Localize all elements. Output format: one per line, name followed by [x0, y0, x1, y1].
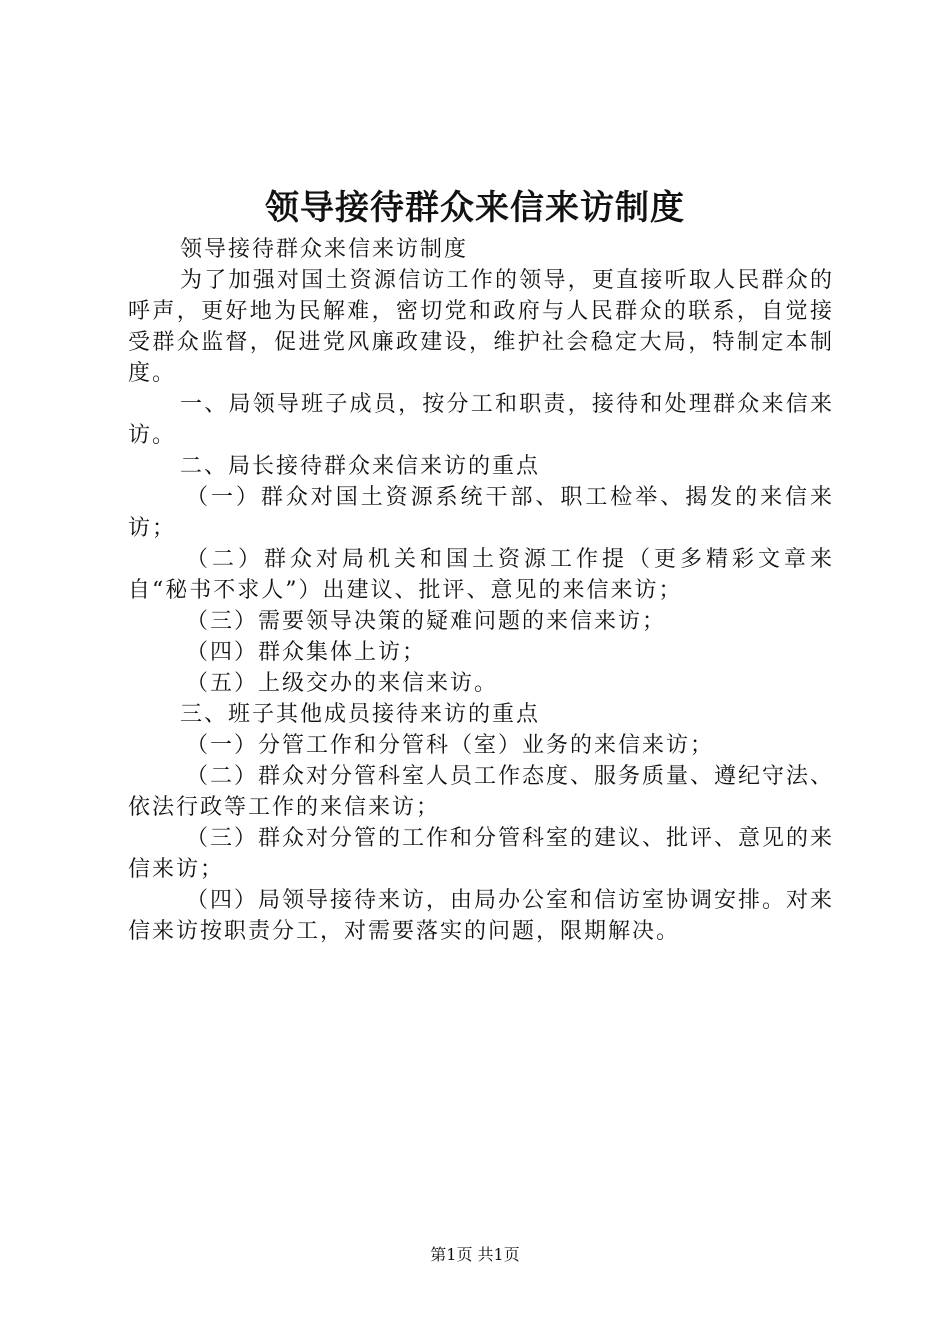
paragraph-section-2-item-2: （二）群众对局机关和国土资源工作提（更多精彩文章来自“秘书不求人”）出建议、批评、意见的来信来访；	[128, 547, 834, 603]
paragraph-section-3-item-1: （一）分管工作和分管科（室）业务的来信来访；	[186, 733, 715, 758]
paragraph-section-3-heading: 三、班子其他成员接待来访的重点	[180, 702, 541, 727]
paragraph-intro: 为了加强对国土资源信访工作的领导，更直接听取人民群众的呼声，更好地为民解难，密切党和政府与人民群众的联系，自觉接受群众监督，促进党风廉政建设，维护社会稳定大局，特制定本制度。	[128, 268, 834, 386]
paragraph-section-3-item-4: （四）局领导接待来访，由局办公室和信访室协调安排。对来信来访按职责分工，对需要落实的问题，限期解决。	[128, 888, 835, 944]
document-title: 领导接待群众来信来访制度	[265, 188, 685, 228]
paragraph-section-3-item-2: （二）群众对分管科室人员工作态度、服务质量、遵纪守法、依法行政等工作的来信来访；	[128, 764, 835, 820]
paragraph-section-2-item-5: （五）上级交办的来信来访。	[186, 671, 499, 696]
page-footer: 第1页 共1页	[430, 1245, 520, 1264]
document-body	[128, 234, 834, 947]
paragraph-section-2-item-3: （三）需要领导决策的疑难问题的来信来访；	[186, 609, 667, 634]
paragraph-section-3-item-3: （三）群众对分管的工作和分管科室的建议、批评、意见的来信来访；	[128, 826, 835, 882]
paragraph-subtitle: 领导接待群众来信来访制度	[180, 237, 469, 262]
paragraph-section-1: 一、局领导班子成员，按分工和职责，接待和处理群众来信来访。	[128, 392, 834, 448]
paragraph-section-2-item-4: （四）群众集体上访；	[186, 640, 427, 665]
paragraph-section-2-heading: 二、局长接待群众来信来访的重点	[180, 454, 541, 479]
paragraph-section-2-item-1: （一）群众对国土资源系统干部、职工检举、揭发的来信来访；	[128, 485, 834, 541]
